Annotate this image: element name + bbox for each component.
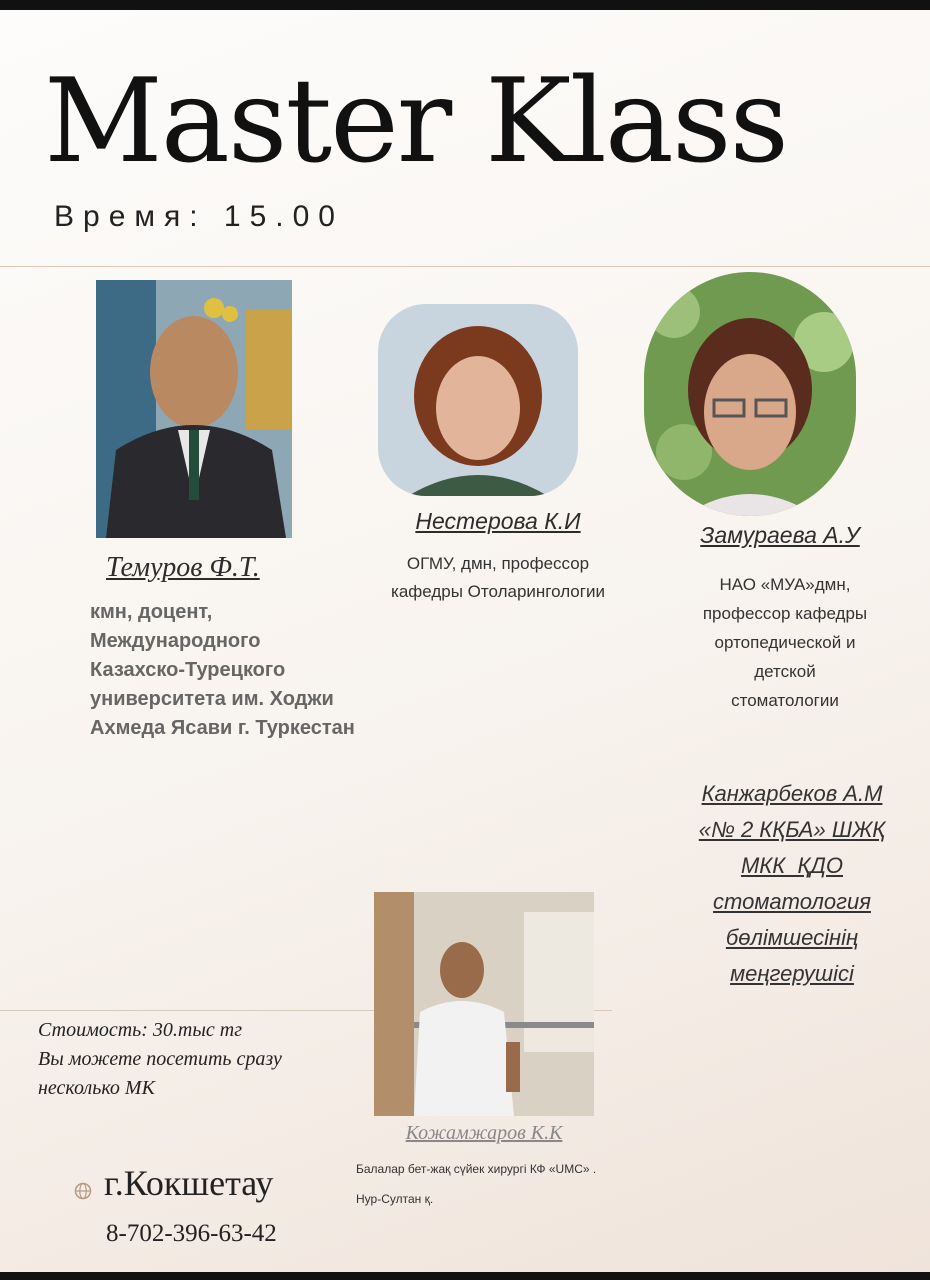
price-info: Стоимость: 30.тыс тг Вы можете посетить сразу несколько МК (38, 1019, 282, 1099)
speaker-name-kanzharbekov: Канжарбеков А.М (701, 781, 883, 806)
speaker-desc-nesterova: ОГМУ, дмн, профессор кафедры Отоларингологии (391, 554, 605, 601)
speaker-name-zamuraeva: Замураева А.У (700, 522, 860, 548)
speaker-desc-zamuraeva: НАО «МУА»дмн, профессор кафедры ортопедической и детской стоматологии (702, 575, 868, 710)
bottom-border (0, 1272, 930, 1280)
speaker-name-temurov: Темуров Ф.Т. (106, 552, 260, 583)
event-time: Время: 15.00 (54, 200, 344, 233)
page-title: Master Klass (44, 54, 788, 189)
speaker-block-kanzharbekov: Канжарбеков А.М «№ 2 КҚБА» ШЖҚ МКК ҚДО стоматология бөлімшесінің меңгерушісі (670, 776, 914, 992)
speaker-name-kozhamzharov: Кожамжаров К.К (405, 1122, 563, 1144)
speaker-desc-kozhamzharov: Балалар бет-жақ сүйек хирургі КФ «UMC» . Нур-Султан қ. (356, 1162, 597, 1206)
globe-icon (74, 1182, 92, 1200)
speaker-photo-nesterova (378, 304, 578, 496)
city-name: г.Кокшетау (104, 1163, 274, 1203)
speaker-name-nesterova: Нестерова К.И (415, 508, 581, 534)
speaker-photo-kozhamzharov (374, 892, 594, 1116)
speaker-photo-temurov (96, 280, 292, 538)
divider-top (0, 266, 930, 267)
speaker-photo-zamuraeva (644, 272, 856, 516)
phone-number[interactable]: 8-702-396-63-42 (106, 1220, 277, 1247)
speaker-desc-temurov: кмн, доцент, Международного Казахско-Турецкого университета им. Ходжи Ахмеда Ясави г. Туркестан (90, 601, 355, 739)
top-border (0, 0, 930, 10)
